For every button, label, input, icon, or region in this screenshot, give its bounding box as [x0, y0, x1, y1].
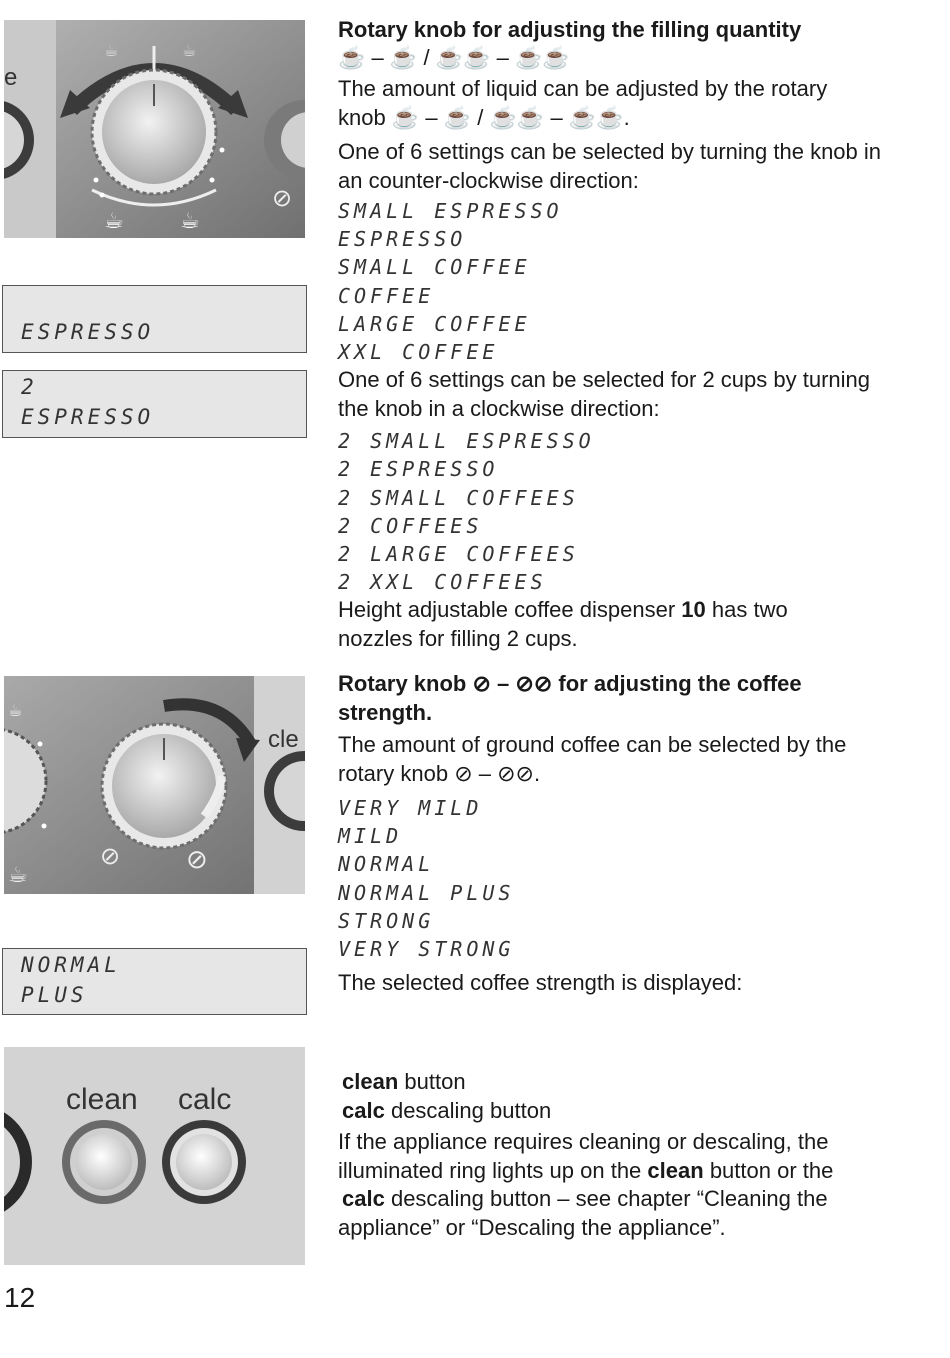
filling-intro-2-line [338, 104, 898, 133]
list-item: VERY STRONG [338, 936, 515, 961]
list-item: 2 XXL COFFEES [338, 570, 547, 595]
dash: – [550, 104, 563, 130]
dash: – [496, 45, 509, 70]
single-settings-list [338, 197, 898, 366]
svg-text:⊘: ⊘ [100, 842, 121, 870]
dispenser-post: has two [711, 597, 788, 623]
dash: – [425, 104, 438, 130]
dispenser-number: 10 [681, 597, 706, 623]
filling-knob-illustration [4, 20, 305, 238]
list-item: STRONG [338, 908, 435, 933]
calc-word-inline: calc [342, 1186, 385, 1211]
dispenser-line-1 [338, 596, 898, 625]
strength-body-1: The amount of ground coffee can be selected by the [338, 732, 847, 757]
svg-text:☕: ☕ [182, 41, 197, 60]
list-item: 2 COFFEES [338, 513, 483, 538]
display-line: ESPRESSO [21, 320, 155, 344]
clean-suffix: button [404, 1069, 466, 1094]
svg-text:⊘: ⊘ [186, 845, 208, 875]
filling-intro-2: knob [338, 104, 386, 130]
dispenser-line-2: nozzles for filling 2 cups. [338, 625, 578, 651]
buttons-para-4: appliance” or “Descaling the appliance”. [338, 1214, 726, 1240]
strength-heading-line-1 [338, 669, 898, 698]
display-line-1: NORMAL [21, 953, 121, 977]
period: . [534, 760, 541, 786]
strength-display [2, 948, 307, 1015]
buttons-section [338, 1068, 898, 1242]
list-item: MILD [338, 824, 403, 849]
dash: – [371, 45, 384, 70]
list-item: NORMAL PLUS [338, 880, 515, 905]
list-item: 2 SMALL ESPRESSO [338, 429, 595, 454]
photo-clean-label: clean [66, 1083, 138, 1116]
list-item: COFFEE [338, 283, 435, 308]
calc-line [338, 1097, 898, 1126]
filling-intro-1: The amount of liquid can be adjusted by the rotary [338, 76, 828, 101]
dash: – [497, 671, 510, 696]
strength-heading-post: for adjusting the coffee [558, 671, 802, 696]
clean-word: clean [342, 1069, 399, 1094]
slash: / [477, 104, 484, 130]
list-item: LARGE COFFEE [338, 311, 531, 336]
filling-cup-icons [338, 44, 898, 75]
photo-calc-label: calc [178, 1083, 232, 1116]
display-line-2: PLUS [21, 983, 88, 1007]
list-item: SMALL ESPRESSO [338, 199, 563, 223]
list-item: NORMAL [338, 852, 435, 877]
strength-heading-line-2: strength. [338, 700, 433, 725]
buttons-para-1: If the appliance requires cleaning or descaling, the [338, 1129, 829, 1154]
svg-text:☕: ☕ [104, 41, 119, 60]
para-2-post: button or the [709, 1157, 834, 1183]
buttons-para-3 [338, 1185, 898, 1214]
clean-word-inline: clean [647, 1157, 704, 1183]
dash: – [478, 760, 491, 786]
mild-bean-icon: ⊘ [454, 760, 473, 786]
two-small-cups-icon: ☕☕ [489, 104, 545, 130]
strong-bean-icon: ⊘⊘ [497, 760, 534, 786]
two-large-cups-icon: ☕☕ [514, 45, 570, 70]
two-large-cups-icon: ☕☕ [568, 104, 624, 130]
filling-knob-photo [4, 20, 305, 238]
dispenser-pre: Height adjustable coffee dispenser [338, 597, 676, 623]
svg-text:☕: ☕ [104, 209, 124, 234]
page-number: 12 [4, 1282, 36, 1313]
two-small-cups-icon: ☕☕ [435, 45, 491, 70]
period: . [623, 104, 630, 130]
small-cup-icon: ☕ [391, 104, 420, 130]
svg-text:☕: ☕ [8, 701, 23, 720]
photo2-partial-label: cle [268, 726, 299, 753]
strength-knob-illustration [4, 676, 305, 894]
counter-clockwise-text: One of 6 settings can be selected by turning the knob in an counter-clockwise direction: [338, 139, 882, 193]
strength-section [338, 669, 898, 998]
strength-heading-pre: Rotary knob [338, 671, 467, 696]
list-item: SMALL COFFEE [338, 255, 531, 280]
clockwise-text: One of 6 settings can be selected for 2 cups by turning the knob in a clockwise direction: [338, 367, 870, 421]
list-item: VERY MILD [338, 796, 483, 820]
strong-bean-icon: ⊘⊘ [515, 671, 553, 696]
clean-line [338, 1068, 898, 1097]
small-cup-icon: ☕ [338, 45, 366, 70]
list-item: 2 LARGE COFFEES [338, 541, 579, 566]
photo1-partial-label: e [4, 64, 18, 91]
svg-text:⊘: ⊘ [272, 184, 293, 212]
calc-suffix: descaling button [390, 1097, 552, 1123]
strength-body-2: rotary knob [338, 760, 449, 786]
list-item: 2 ESPRESSO [338, 457, 499, 482]
calc-word: calc [342, 1097, 385, 1123]
list-item: XXL COFFEE [338, 339, 499, 364]
svg-text:☕: ☕ [8, 863, 28, 888]
filling-heading: Rotary knob for adjusting the filling quantity [338, 17, 802, 42]
espresso-display [2, 285, 307, 353]
strength-displayed-text: The selected coffee strength is displayed: [338, 970, 743, 996]
filling-section [338, 15, 898, 653]
double-settings-list [338, 427, 898, 596]
para-2-pre: illuminated ring lights up on the [338, 1157, 642, 1183]
buttons-para-2 [338, 1157, 898, 1186]
clean-calc-photo [4, 1047, 305, 1265]
list-item: ESPRESSO [338, 227, 467, 252]
strength-knob-photo [4, 676, 305, 894]
strength-body-2-line [338, 760, 898, 789]
slash: / [423, 45, 430, 70]
display-line-2: ESPRESSO [21, 405, 155, 429]
para-3-post: descaling button – see chapter “Cleaning the [390, 1186, 828, 1211]
svg-text:☕: ☕ [180, 209, 200, 234]
strength-settings-list [338, 794, 898, 963]
list-item: 2 SMALL COFFEES [338, 485, 579, 510]
large-cup-icon: ☕ [389, 45, 418, 70]
display-line-1: 2 [21, 375, 38, 399]
double-espresso-display [2, 370, 307, 438]
large-cup-icon: ☕ [443, 104, 472, 130]
mild-bean-icon: ⊘ [472, 671, 491, 696]
clean-calc-illustration [4, 1047, 305, 1265]
